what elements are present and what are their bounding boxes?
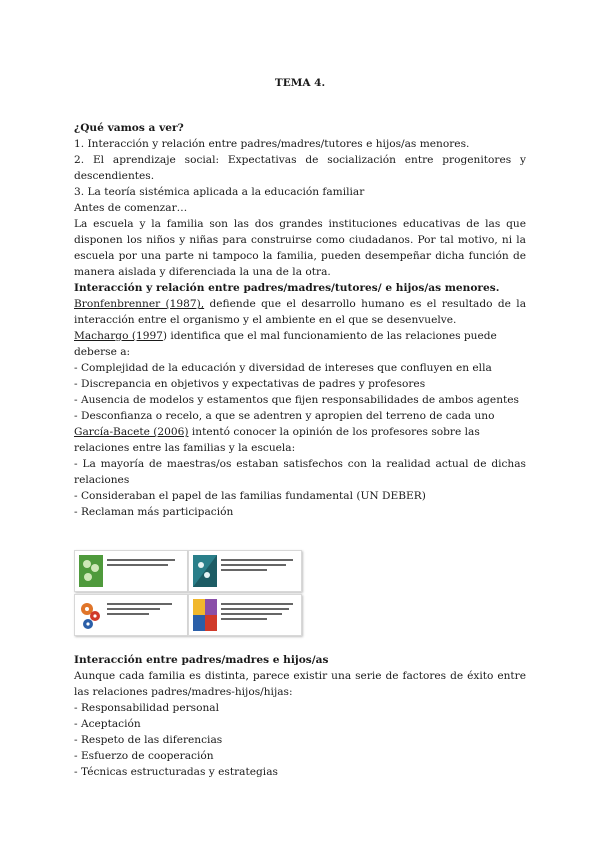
list-item: - Consideraban el papel de las familias fundamental (UN DEBER) [74,490,426,502]
list-item: - Respeto de las diferencias [74,734,223,746]
image-caption-lines [107,559,183,569]
puzzle-icon [193,599,217,631]
image-caption-lines [107,603,183,618]
family-icon [79,555,103,587]
image-collage [74,536,526,636]
list-item: - Complejidad de la educación y diversidad de intereses que confluyen en ella [74,362,492,374]
document-body [74,120,526,780]
image-card [74,594,188,636]
paragraph-text: defiende que el desarrollo humano es el resultado de la interacción entre el organismo y el ambiente en el que se desenvuelve. [74,298,527,326]
gears-icon [79,599,103,631]
list-item: - Desconfianza o recelo, a que se adentren y apropien del terreno de cada uno [74,410,495,422]
body-paragraph: Aunque cada familia es distinta, parece existir una serie de factores de éxito entre las relaciones padres/madres-hijos/hijas: [74,670,526,698]
list-item: - Técnicas estructuradas y estrategias [74,766,278,778]
citation-bronfenbrenner: Bronfenbrenner (1987), [74,298,205,310]
list-item: 2. El aprendizaje social: Expectativas de socialización entre progenitores y descendientes. [74,154,526,182]
garcia-paragraph [74,424,526,456]
section-heading-parents-children: Interacción entre padres/madres e hijos/as [74,654,329,666]
list-item: - Reclaman más participación [74,506,234,518]
body-paragraph: La escuela y la familia son las dos grandes instituciones educativas de las que disponen los niños y niñas para construirse como ciudadanos. Por tal motivo, ni la escuela por una parte ni tampoco la familia, pueden desempeñar dicha función de manera aislada y diferenciada la una de la otra. [74,218,526,278]
people-icon [193,555,217,587]
image-caption-lines [221,559,297,574]
section-heading-interaction: Interacción y relación entre padres/madres/tutores/ e hijos/as menores. [74,282,500,294]
machargo-paragraph [74,328,526,360]
citation-machargo: Machargo (1997 [74,330,163,342]
image-card [188,594,302,636]
list-item: - Esfuerzo de cooperación [74,750,214,762]
image-caption-lines [221,603,297,623]
bronfenbrenner-paragraph [74,296,526,328]
image-card [188,550,302,592]
list-item: - Ausencia de modelos y estamentos que fijen responsabilidades de ambos agentes [74,394,519,406]
list-item: - Responsabilidad personal [74,702,220,714]
intro-text: Antes de comenzar… [74,202,188,214]
paragraph-text: ) identifica que el mal funcionamiento de las relaciones puede deberse a: [74,330,497,358]
paragraph-text: intentó conocer la opinión de los profesores sobre las relaciones entre las familias y la escuela: [74,426,480,454]
citation-garcia-bacete: García-Bacete (2006) [74,426,189,438]
list-item: - La mayoría de maestras/os estaban satisfechos con la realidad actual de dichas relaciones [74,458,526,486]
section-heading-what-we-see: ¿Qué vamos a ver? [74,122,184,134]
page-title: TEMA 4. [274,77,326,89]
list-item: - Aceptación [74,718,141,730]
list-item: 3. La teoría sistémica aplicada a la educación familiar [74,186,365,198]
list-item: - Discrepancia en objetivos y expectativas de padres y profesores [74,378,426,390]
list-item: 1. Interacción y relación entre padres/madres/tutores e hijos/as menores. [74,138,470,150]
image-card [74,550,188,592]
